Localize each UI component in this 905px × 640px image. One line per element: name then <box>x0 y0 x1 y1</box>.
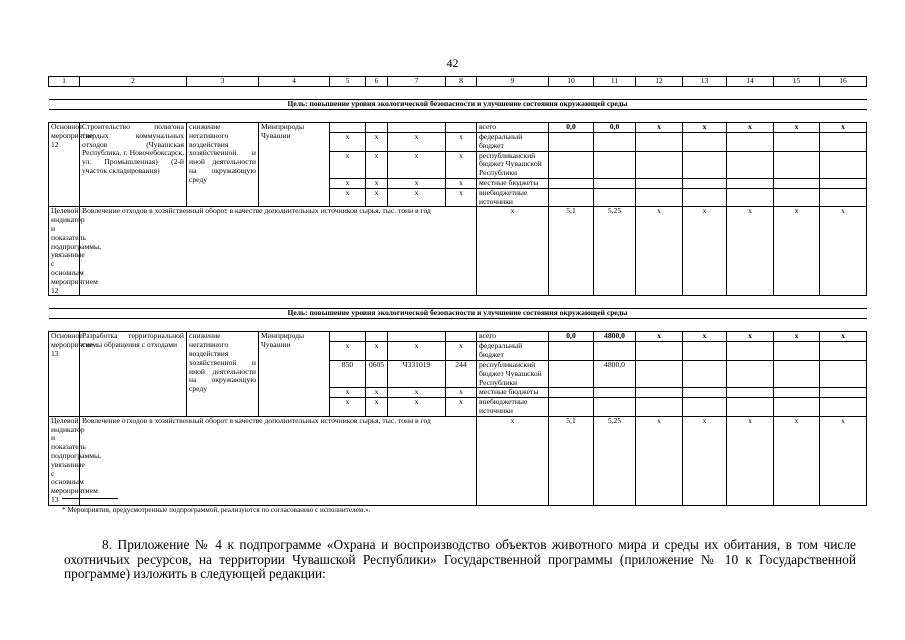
code-expense: x <box>446 398 477 417</box>
code-section: x <box>366 188 388 207</box>
value-cell: x <box>774 332 820 342</box>
value-cell: x <box>683 123 727 133</box>
value-cell <box>774 398 820 417</box>
col-number: 7 <box>388 77 446 87</box>
footnote: * Мероприятия, предусмотренные подпрограммой, реализуются по согласованию с исполнителем.». <box>62 506 371 514</box>
code-grbs: x <box>330 133 366 152</box>
value-cell: 4800,0 <box>594 332 636 342</box>
code-expense: x <box>446 342 477 361</box>
code-target: x <box>388 342 446 361</box>
value-cell <box>683 133 727 152</box>
event-effect: снижение негативного воздействия хозяйственной и иной деятельности на окружающую среду <box>187 332 259 416</box>
value-cell <box>549 151 594 178</box>
code-grbs <box>330 123 366 133</box>
column-number-row <box>49 77 867 87</box>
value-cell <box>727 178 774 188</box>
value-cell <box>594 178 636 188</box>
value-cell <box>727 151 774 178</box>
code-expense: x <box>446 188 477 207</box>
value-cell <box>820 178 867 188</box>
value-cell: 0,0 <box>594 123 636 133</box>
funding-source: республиканский бюджет Чувашской Республики <box>477 360 549 387</box>
value-cell <box>727 188 774 207</box>
col-number: 9 <box>477 77 549 87</box>
col-number: 12 <box>636 77 683 87</box>
value-cell <box>683 188 727 207</box>
value-cell <box>820 398 867 417</box>
funding-source: федеральный бюджет <box>477 342 549 361</box>
code-target: Ч331019 <box>388 360 446 387</box>
indicator-value: 5,1 <box>549 416 594 505</box>
event-name: Разработка территориальной схемы обращения с отходами <box>80 332 187 416</box>
indicator-value: x <box>727 416 774 505</box>
value-cell <box>774 342 820 361</box>
indicator-text: Вовлечение отходов в хозяйственный оборот в качестве дополнительных источников сырья, тыс. тонн в год <box>80 416 477 505</box>
funding-source: республиканский бюджет Чувашской Республики <box>477 151 549 178</box>
spacer <box>49 296 867 309</box>
value-cell <box>683 178 727 188</box>
value-cell: 0,0 <box>549 123 594 133</box>
col-number: 14 <box>727 77 774 87</box>
funding-source: федеральный бюджет <box>477 133 549 152</box>
value-cell <box>683 360 727 387</box>
value-cell <box>549 360 594 387</box>
value-cell <box>727 388 774 398</box>
value-cell <box>636 178 683 188</box>
value-cell <box>636 151 683 178</box>
value-cell <box>683 398 727 417</box>
value-cell: x <box>636 123 683 133</box>
value-cell <box>636 388 683 398</box>
indicator-value: x <box>727 207 774 296</box>
value-cell <box>594 133 636 152</box>
value-cell <box>820 151 867 178</box>
code-section: x <box>366 151 388 178</box>
funding-source: внебюджетные источники <box>477 398 549 417</box>
event-name: Строительство полигона твердых коммунальных отходов (Чувашская Республика, г. Новочебоксарск, ул. Промышленная) (2-й участок складирования) <box>80 123 187 207</box>
code-grbs: x <box>330 388 366 398</box>
code-section: x <box>366 342 388 361</box>
indicator-value: 5,1 <box>549 207 594 296</box>
funding-source: местные бюджеты <box>477 388 549 398</box>
page-number: 42 <box>446 56 459 70</box>
goal-heading: Цель: повышение уровня экологической безопасности и улучшение состояния окружающей среды <box>49 100 867 110</box>
value-cell <box>594 151 636 178</box>
indicator-value: x <box>820 416 867 505</box>
value-cell: x <box>683 332 727 342</box>
spacer <box>49 87 867 100</box>
value-cell <box>774 178 820 188</box>
code-expense: x <box>446 151 477 178</box>
col-number: 6 <box>366 77 388 87</box>
col-number: 4 <box>259 77 330 87</box>
indicator-value: x <box>683 207 727 296</box>
value-cell <box>549 178 594 188</box>
col-number: 3 <box>187 77 259 87</box>
value-cell <box>820 342 867 361</box>
value-cell <box>636 133 683 152</box>
funding-source: всего <box>477 332 549 342</box>
code-section: 0605 <box>366 360 388 387</box>
code-target: x <box>388 133 446 152</box>
col-number: 5 <box>330 77 366 87</box>
code-expense: x <box>446 178 477 188</box>
value-cell <box>549 388 594 398</box>
indicator-value: x <box>683 416 727 505</box>
indicator-value: x <box>636 207 683 296</box>
code-target: x <box>388 188 446 207</box>
code-section: x <box>366 133 388 152</box>
code-grbs: x <box>330 398 366 417</box>
indicator-value: x <box>820 207 867 296</box>
code-section: x <box>366 178 388 188</box>
value-cell: x <box>727 332 774 342</box>
value-cell <box>594 188 636 207</box>
code-section <box>366 332 388 342</box>
event-label: Основное мероприятие 12 <box>49 123 80 207</box>
value-cell <box>774 188 820 207</box>
indicator-value: x <box>636 416 683 505</box>
body-paragraph: 8. Приложение № 4 к подпрограмме «Охрана и воспроизводство объектов животного мира и среды их обитания, в том числе охотничьих ресурсов, на территории Чувашской Республики» Государственной программы (приложение № 10 к Государственной программе) изложить в следующей редакции: <box>64 537 856 582</box>
value-cell: x <box>636 332 683 342</box>
indicator-value: x <box>477 416 549 505</box>
budget-row-total <box>49 332 867 342</box>
code-expense <box>446 123 477 133</box>
value-cell <box>636 360 683 387</box>
value-cell: 0,0 <box>549 332 594 342</box>
code-target: x <box>388 178 446 188</box>
value-cell: 4800,0 <box>594 360 636 387</box>
value-cell <box>549 398 594 417</box>
value-cell: x <box>820 123 867 133</box>
code-target: x <box>388 398 446 417</box>
indicator-row <box>49 416 867 505</box>
value-cell <box>549 133 594 152</box>
funding-source: внебюджетные источники <box>477 188 549 207</box>
indicator-label: Целевой индикатор и показатель подпрограммы, увязанные с основным мероприятием 12 <box>49 207 80 296</box>
value-cell <box>549 188 594 207</box>
value-cell <box>774 388 820 398</box>
indicator-label: Целевой индикатор и показатель подпрограммы, увязанные с основным мероприятием 13 <box>49 416 80 505</box>
col-number: 2 <box>80 77 187 87</box>
indicator-row <box>49 207 867 296</box>
event-label: Основное мероприятие 13 <box>49 332 80 416</box>
value-cell <box>774 133 820 152</box>
code-section: x <box>366 398 388 417</box>
value-cell <box>820 133 867 152</box>
code-grbs: x <box>330 188 366 207</box>
value-cell <box>727 360 774 387</box>
code-target <box>388 123 446 133</box>
code-expense <box>446 332 477 342</box>
value-cell <box>683 388 727 398</box>
funding-source: всего <box>477 123 549 133</box>
value-cell <box>636 188 683 207</box>
code-grbs <box>330 332 366 342</box>
col-number: 16 <box>820 77 867 87</box>
col-number: 10 <box>549 77 594 87</box>
code-expense: 244 <box>446 360 477 387</box>
value-cell <box>774 360 820 387</box>
value-cell <box>549 342 594 361</box>
event-executor: Минприроды Чувашии <box>259 332 330 416</box>
value-cell <box>820 188 867 207</box>
spacer <box>49 110 867 123</box>
funding-source: местные бюджеты <box>477 178 549 188</box>
code-target: x <box>388 151 446 178</box>
value-cell <box>636 342 683 361</box>
value-cell <box>727 342 774 361</box>
value-cell: x <box>727 123 774 133</box>
code-section <box>366 123 388 133</box>
value-cell <box>683 151 727 178</box>
code-grbs: x <box>330 342 366 361</box>
value-cell <box>727 398 774 417</box>
code-grbs: 850 <box>330 360 366 387</box>
code-grbs: x <box>330 178 366 188</box>
budget-row-total <box>49 123 867 133</box>
event-executor: Минприроды Чувашии <box>259 123 330 207</box>
col-number: 1 <box>49 77 80 87</box>
indicator-text: Вовлечение отходов в хозяйственный оборот в качестве дополнительных источников сырья, тыс. тонн в год <box>80 207 477 296</box>
value-cell <box>594 342 636 361</box>
value-cell: x <box>774 123 820 133</box>
col-number: 13 <box>683 77 727 87</box>
value-cell <box>820 360 867 387</box>
code-target <box>388 332 446 342</box>
indicator-value: x <box>477 207 549 296</box>
value-cell <box>594 388 636 398</box>
value-cell <box>594 398 636 417</box>
code-section: x <box>366 388 388 398</box>
code-grbs: x <box>330 151 366 178</box>
col-number: 11 <box>594 77 636 87</box>
indicator-value: x <box>774 416 820 505</box>
code-expense: x <box>446 388 477 398</box>
spacer <box>49 319 867 332</box>
value-cell <box>820 388 867 398</box>
event-effect: снижение негативного воздействия хозяйственной и иной деятельности на окружающую среду <box>187 123 259 207</box>
value-cell <box>727 133 774 152</box>
indicator-value: 5,25 <box>594 207 636 296</box>
indicator-value: 5,25 <box>594 416 636 505</box>
footnote-separator <box>62 498 118 499</box>
value-cell <box>683 342 727 361</box>
program-table <box>48 76 867 506</box>
code-target: x <box>388 388 446 398</box>
value-cell <box>636 398 683 417</box>
goal-heading: Цель: повышение уровня экологической безопасности и улучшение состояния окружающей среды <box>49 309 867 319</box>
value-cell: x <box>820 332 867 342</box>
code-expense: x <box>446 133 477 152</box>
col-number: 8 <box>446 77 477 87</box>
col-number: 15 <box>774 77 820 87</box>
value-cell <box>774 151 820 178</box>
indicator-value: x <box>774 207 820 296</box>
